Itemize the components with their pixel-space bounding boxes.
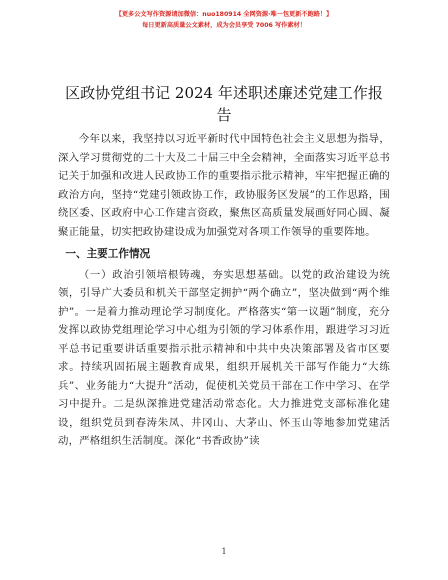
section-heading: 一、主要工作情况 [65, 248, 151, 260]
banner-line-2: 每日更新高质量公文素材，成为会员享受 7006 写作素材！ [142, 22, 306, 29]
intro-paragraph: 今年以来，我坚持以习近平新时代中国特色社会主义思想为指导，深入学习贯彻党的二十大及二十届三中全会精神，全面落实习近平总书记关于加强和改进人民政协工作的重要指示批示精神，牢牢把握正确的政治方向，坚持“党建引领政协工作，政协服务区发展”的工作思路，围绕区委、区政府中心工作建言资政，聚焦区高质量发展画好同心圆、凝聚正能量，切实把政协建设成为加强党对各项工作领导的重要阵地。 [58, 133, 390, 238]
banner-line-1: 【更多公文写作资源请加微信：nuo180914 全网资源·唯一包更新不跑路！】 [115, 11, 333, 18]
section-paragraph: （一）政治引领培根铸魂，夯实思想基础。以党的政治建设为统领，引导广大委员和机关干部坚定拥护“两个确立”，坚决做到“两个维护”。一是着力推动理论学习制度化。严格落实“第一议题”制度，充分发挥以政协党组理论学习中心组为引领的学习体系作用，跟进学习习近平总书记重要讲话重要指示批示精神和中共中央决策部署及省市区要求。持续巩固拓展主题教育成果，组织开展机关干部写作能力“大练兵”、业务能力“大提升”活动，促使机关党员干部在工作中学习、在学习中提升。二是纵深推进党建活动常态化。大力推进党支部标准化建设，组织党员到春涛朱凤、井冈山、大茅山、怀玉山等地参加党建活动，严格组织生活制度。深化“书香政协”读 [58, 268, 390, 447]
document-body [58, 130, 390, 451]
document-title: 区政协党组书记 2024 年述职述廉述党建工作报告 [65, 84, 383, 124]
page-number: 1 [221, 547, 227, 556]
promo-banner [70, 10, 378, 30]
